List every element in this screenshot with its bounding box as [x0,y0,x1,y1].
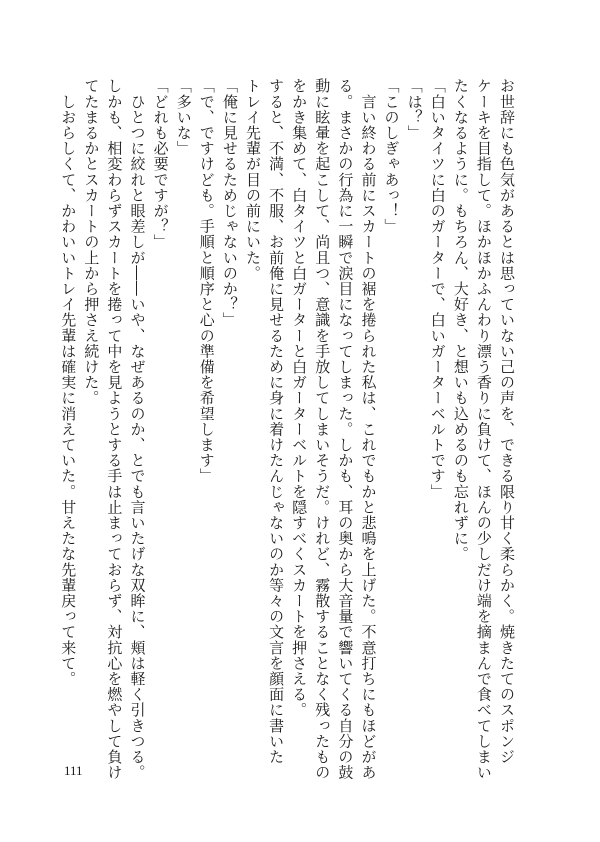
text-line: る。まさかの行為に一瞬で涙目になってしまった。しかも、耳の奥から大音量で響いてくる自分の鼓 [336,78,355,780]
text-line: しかも、相変わらずスカートを捲って中を見ようとする手は止まっておらず、対抗心を燃やして負け [105,78,124,780]
text-line: しおらしくて、かわいいトレイ先輩は確実に消えていた。甘えたな先輩戻って来て。 [59,78,78,687]
text-line: 動に眩暈を起こして、尚且つ、意識を手放してしまいそうだ。けれど、霧散することなく残ったもの [313,78,332,780]
text-line: トレイ先輩が目の前にいた。 [243,78,262,281]
page-number: 111 [64,763,83,778]
text-line: ひとつに絞れと眼差しが――いや、なぜあるのか、とでも言いたげな双眸に、頬は軽く引きつる。 [128,78,147,780]
text-line: すると、不満、不服、お前俺に見せるために身に着けたんじゃないのか等々の文言を顔面に書いた [267,78,286,765]
text-line: 「どれも必要ですが？」 [151,78,170,250]
text-line: をかき集めて、白タイツと白ガーターと白ガーターベルトを隠すべくスカートを押さえる。 [290,78,309,718]
text-line: 「このしぎゃあっ！」 [382,78,401,234]
text-line: 「で、ですけども。手順と順序と心の準備を希望します」 [197,78,216,484]
text-line: ケーキを目指して。ほかほかふんわり漂う香りに負けて、ほんの少しだけ端を摘まんで食べてしまい [474,78,493,780]
text-line: たくなるように。もちろん、大好き、と想いも込めるのも忘れずに。 [451,78,470,562]
text-line: 「白いタイツに白のガーターで、白いガーターベルトです」 [428,78,447,500]
text-line: 「は？」 [405,78,424,141]
text-line: 「多いな」 [174,78,193,156]
text-line: 言い終わる前にスカートの裾を捲られた私は、これでもかと悲鳴を上げた。不意打ちにもほどがあ [359,78,378,780]
text-line: お世辞にも色気があるとは思っていない己の声を、できる限り甘く柔らかく。焼きたてのスポンジ [498,78,516,765]
text-line: 「俺に見せるためじゃないのか？」 [220,78,239,328]
text-line: てたまるかとスカートの上から押さえ続けた。 [82,78,101,406]
